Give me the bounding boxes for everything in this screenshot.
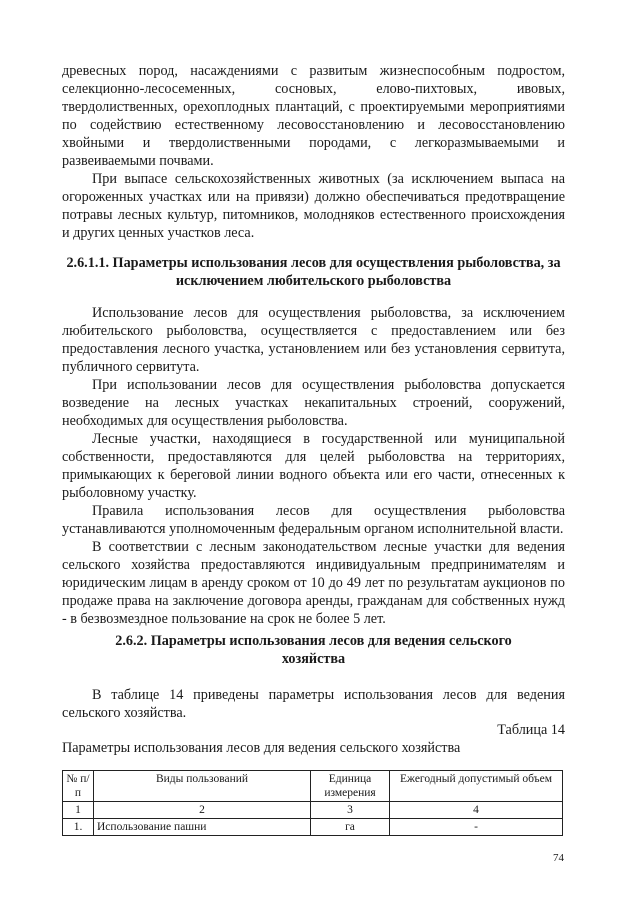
parameters-table	[62, 770, 563, 836]
paragraph: Использование лесов для осуществления рыболовства, за исключением любительского рыболовства, осуществляется с предоставлением или без предоставления лесного участка, установлением или без установления сервитута, публичного сервитута.	[62, 305, 565, 375]
paragraph: При выпасе сельскохозяйственных животных (за исключением выпаса на огороженных участках или на привязи) должно обеспечиваться предотвращение потравы лесных культур, питомников, молодняков естественного происхождения и других ценных участков леса.	[62, 171, 565, 241]
column-header: Виды пользований	[94, 771, 311, 802]
paragraph: Правила использования лесов для осуществления рыболовства устанавливаются уполномоченным федеральным органом исполнительной власти.	[62, 503, 565, 537]
paragraph: Лесные участки, находящиеся в государственной или муниципальной собственности, предоставляются для целей рыболовства на территориях, примыкающих к береговой линии водного объекта или его части, отнесенных к рыболовному участку.	[62, 431, 565, 501]
table-cell: га	[311, 819, 390, 836]
table-intro-text	[62, 686, 565, 722]
section-text	[62, 304, 565, 628]
column-header: Ежегодный допустимый объем	[390, 771, 563, 802]
page-number: 74	[553, 852, 564, 864]
intro-text	[62, 62, 565, 242]
section-heading: 2.6.2. Параметры использования лесов для ведения сельского хозяйства	[115, 633, 512, 667]
table-cell: 2	[94, 802, 311, 819]
table-header-row	[63, 771, 563, 802]
table-cell: 3	[311, 802, 390, 819]
table-row	[63, 802, 563, 819]
column-header: Единица измерения	[311, 771, 390, 802]
column-header: № п/п	[63, 771, 94, 802]
table-title: Параметры использования лесов для ведения сельского хозяйства	[62, 740, 461, 756]
section-heading: 2.6.1.1. Параметры использования лесов для осуществления рыболовства, за исключением любительского рыболовства	[66, 255, 561, 289]
paragraph: В таблице 14 приведены параметры использования лесов для ведения сельского хозяйства.	[62, 687, 565, 721]
paragraph: древесных пород, насаждениями с развитым жизнеспособным подростом, селекционно-лесосеменных, сосновых, елово-пихтовых, ивовых, твердолиственных, орехоплодных плантаций, с проектируемыми мероприятиями по содействию естественному лесовосстановлению и лесовосстановлению хвойными и твердолиственными породами, с легкоразмываемыми и развеиваемыми почвами.	[62, 63, 565, 169]
table-row	[63, 819, 563, 836]
table-cell: Использование пашни	[94, 819, 311, 836]
paragraph: В соответствии с лесным законодательством лесные участки для ведения сельского хозяйства предоставляются индивидуальным предпринимателям и юридическим лицам в аренду сроком от 10 до 49 лет по результатам аукционов по продаже права на заключение договора аренды, гражданам для собственных нужд - в безвозмездное пользование на срок не более 5 лет.	[62, 539, 565, 627]
table-caption: Таблица 14	[497, 722, 565, 738]
paragraph: При использовании лесов для осуществления рыболовства допускается возведение на лесных участках некапитальных строений, сооружений, необходимых для осуществления рыболовства.	[62, 377, 565, 429]
table-cell: 1	[63, 802, 94, 819]
table-cell: 4	[390, 802, 563, 819]
table-cell: 1.	[63, 819, 94, 836]
table-cell: -	[390, 819, 563, 836]
